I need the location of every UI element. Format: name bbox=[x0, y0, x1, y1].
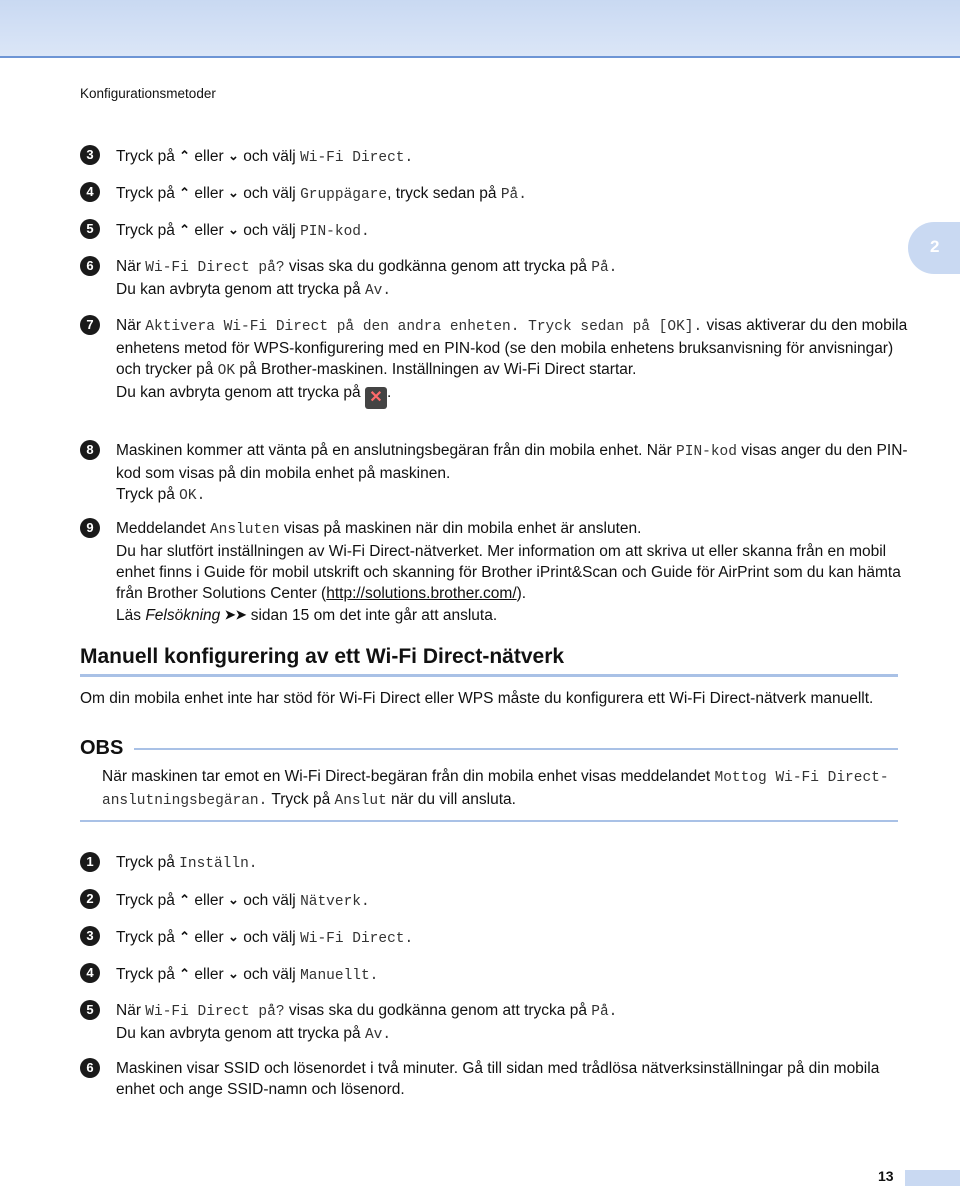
note-divider bbox=[134, 748, 898, 750]
step-text: visas på maskinen när din mobila enhet är ansluten. bbox=[279, 520, 642, 537]
lcd-text: På. bbox=[591, 260, 618, 276]
chevron-up-icon: ⌃ bbox=[179, 892, 191, 907]
step-text: Du kan avbryta genom att trycka på bbox=[116, 384, 365, 401]
lcd-text: Manuellt. bbox=[300, 968, 379, 984]
solutions-center-link[interactable]: http://solutions.brother.com/ bbox=[326, 585, 517, 602]
chevron-up-icon: ⌃ bbox=[179, 222, 191, 237]
lcd-text: Wi-Fi Direct. bbox=[300, 150, 414, 166]
lcd-text: Wi-Fi Direct på? bbox=[145, 260, 285, 276]
cross-reference: Felsökning bbox=[145, 607, 221, 624]
step-number: 2 bbox=[80, 889, 100, 909]
note-label: OBS bbox=[80, 737, 124, 759]
lcd-text: OK bbox=[217, 363, 236, 379]
step-text: När bbox=[116, 317, 146, 334]
step-text: , tryck sedan på bbox=[387, 185, 501, 202]
step-number: 3 bbox=[80, 926, 100, 946]
step-number: 4 bbox=[80, 182, 100, 202]
note-text: när du vill ansluta. bbox=[386, 791, 516, 808]
step-text: Tryck på bbox=[116, 148, 180, 165]
step-item bbox=[80, 889, 910, 913]
step-text: visas aktiverar du den mobila enhetens metod för WPS-konfigurering med en PIN-kod (se den mobila enhetens bruksanvisning för anvisningar) och trycker på bbox=[116, 317, 908, 378]
step-text: visas ska du godkänna genom att trycka på bbox=[284, 258, 592, 275]
lcd-text: Av. bbox=[364, 1027, 392, 1043]
step-item bbox=[80, 518, 910, 626]
heading-divider bbox=[80, 674, 898, 677]
chevron-down-icon: ⌄ bbox=[227, 148, 239, 163]
chevron-down-icon: ⌄ bbox=[227, 222, 239, 237]
step-text: Tryck på bbox=[116, 222, 180, 239]
chapter-number: 2 bbox=[930, 237, 940, 256]
step-item bbox=[80, 145, 910, 169]
step-text: eller bbox=[190, 966, 228, 983]
chapter-tab bbox=[908, 222, 960, 274]
lcd-text: Wi-Fi Direct på? bbox=[145, 1004, 285, 1020]
step-item bbox=[80, 182, 910, 206]
step-text: och välj bbox=[238, 148, 301, 165]
lcd-text: På. bbox=[500, 187, 527, 203]
step-text: När bbox=[116, 258, 146, 275]
note-body bbox=[102, 766, 902, 812]
step-text: visas anger du den PIN-kod som visas på din mobila enhet på maskinen. bbox=[116, 442, 908, 482]
step-text: ). bbox=[516, 585, 527, 602]
step-item bbox=[80, 256, 910, 302]
step-number: 4 bbox=[80, 963, 100, 983]
lcd-text: Mottog Wi-Fi Direct- anslutningsbegäran. bbox=[102, 770, 889, 809]
chevron-down-icon: ⌄ bbox=[227, 185, 239, 200]
step-text: och välj bbox=[238, 966, 301, 983]
step-item bbox=[80, 1000, 910, 1046]
lcd-text: På. bbox=[591, 1004, 618, 1020]
step-text: eller bbox=[190, 148, 228, 165]
step-number: 9 bbox=[80, 518, 100, 538]
lcd-text: PIN-kod bbox=[676, 444, 737, 460]
chevron-up-icon: ⌃ bbox=[179, 929, 191, 944]
note-end-divider bbox=[80, 820, 898, 822]
step-text: och välj bbox=[238, 892, 301, 909]
step-number: 1 bbox=[80, 852, 100, 872]
step-text: eller bbox=[190, 929, 228, 946]
step-text: sidan 15 om det inte går att ansluta. bbox=[246, 607, 498, 624]
lcd-text: Anslut bbox=[334, 793, 387, 809]
step-text: eller bbox=[190, 185, 228, 202]
page-number-bar bbox=[905, 1170, 960, 1186]
step-item bbox=[80, 852, 910, 875]
step-text: Tryck på bbox=[116, 966, 180, 983]
step-text: och välj bbox=[238, 222, 301, 239]
step-text: eller bbox=[190, 222, 228, 239]
step-number: 6 bbox=[80, 256, 100, 276]
step-item bbox=[80, 219, 910, 243]
lcd-text: Ansluten bbox=[209, 522, 280, 538]
chevron-down-icon: ⌄ bbox=[227, 892, 239, 907]
lcd-text: Av. bbox=[364, 283, 392, 299]
step-item bbox=[80, 440, 910, 507]
step-text: Du kan avbryta genom att trycka på bbox=[116, 281, 365, 298]
step-number: 5 bbox=[80, 219, 100, 239]
intro-paragraph: Om din mobila enhet inte har stöd för Wi-Fi Direct eller WPS måste du konfigurera ett Wi-Fi Direct-nätverk manuellt. bbox=[80, 690, 874, 707]
chevron-down-icon: ⌄ bbox=[227, 929, 239, 944]
note-text: När maskinen tar emot en Wi-Fi Direct-begäran från din mobila enhet visas meddelandet bbox=[102, 768, 715, 785]
step-text: visas ska du godkänna genom att trycka på bbox=[284, 1002, 592, 1019]
lcd-text: OK. bbox=[179, 488, 206, 504]
lcd-text: Wi-Fi Direct. bbox=[300, 931, 414, 947]
cancel-x-icon: ✕ bbox=[365, 387, 387, 409]
step-text: Maskinen kommer att vänta på en anslutningsbegäran från din mobila enhet. När bbox=[116, 442, 677, 459]
chevron-up-icon: ⌃ bbox=[179, 148, 191, 163]
lcd-text: PIN-kod. bbox=[300, 224, 370, 240]
step-number: 3 bbox=[80, 145, 100, 165]
lcd-text: Nätverk. bbox=[300, 894, 370, 910]
page-number: 13 bbox=[878, 1168, 894, 1184]
section-heading: Manuell konfigurering av ett Wi-Fi Direct-nätverk bbox=[80, 645, 565, 668]
step-text: och välj bbox=[238, 929, 301, 946]
step-number: 8 bbox=[80, 440, 100, 460]
running-title: Konfigurationsmetoder bbox=[80, 86, 216, 101]
step-number: 7 bbox=[80, 315, 100, 335]
step-text: Du kan avbryta genom att trycka på bbox=[116, 1025, 365, 1042]
chevron-up-icon: ⌃ bbox=[179, 185, 191, 200]
step-item bbox=[80, 926, 910, 950]
step-text: . bbox=[386, 384, 392, 401]
step-item bbox=[80, 315, 910, 409]
chevron-down-icon: ⌄ bbox=[227, 966, 239, 981]
step-item bbox=[80, 1058, 910, 1100]
step-text: Du har slutfört inställningen av Wi-Fi Direct-nätverket. Mer information om att skriva ut eller skanna från en mobil enhet finns i Guide för mobil utskrift och skanning för Brother iPrint&Scan och Guide för AirPrint som du kan hämta från Brother Solutions Center ( bbox=[116, 543, 901, 602]
step-item bbox=[80, 963, 910, 987]
lcd-text: Gruppägare bbox=[300, 187, 388, 203]
step-text: eller bbox=[190, 892, 228, 909]
lcd-text: Inställn. bbox=[179, 856, 258, 872]
step-text: Meddelandet bbox=[116, 520, 210, 537]
step-text: Tryck på bbox=[116, 892, 180, 909]
step-text: När bbox=[116, 1002, 146, 1019]
note-text: Tryck på bbox=[267, 791, 335, 808]
step-text: Tryck på bbox=[116, 185, 180, 202]
step-text: på Brother-maskinen. Inställningen av Wi-Fi Direct startar. bbox=[235, 361, 637, 378]
step-text: Maskinen visar SSID och lösenordet i två minuter. Gå till sidan med trådlösa nätverksinställningar på din mobila enhet och ange SSID-namn och lösenord. bbox=[116, 1060, 880, 1098]
step-number: 5 bbox=[80, 1000, 100, 1020]
double-arrow-icon: ➤➤ bbox=[224, 607, 247, 622]
step-text: Tryck på bbox=[116, 929, 180, 946]
lcd-text: Aktivera Wi-Fi Direct på den andra enheten. Tryck sedan på [OK]. bbox=[145, 319, 703, 335]
chevron-up-icon: ⌃ bbox=[179, 966, 191, 981]
step-number: 6 bbox=[80, 1058, 100, 1078]
step-text: Tryck på bbox=[116, 854, 180, 871]
step-text: och välj bbox=[238, 185, 301, 202]
page-header-bar bbox=[0, 0, 960, 58]
step-text: Läs bbox=[116, 607, 146, 624]
step-text: Tryck på bbox=[116, 486, 180, 503]
